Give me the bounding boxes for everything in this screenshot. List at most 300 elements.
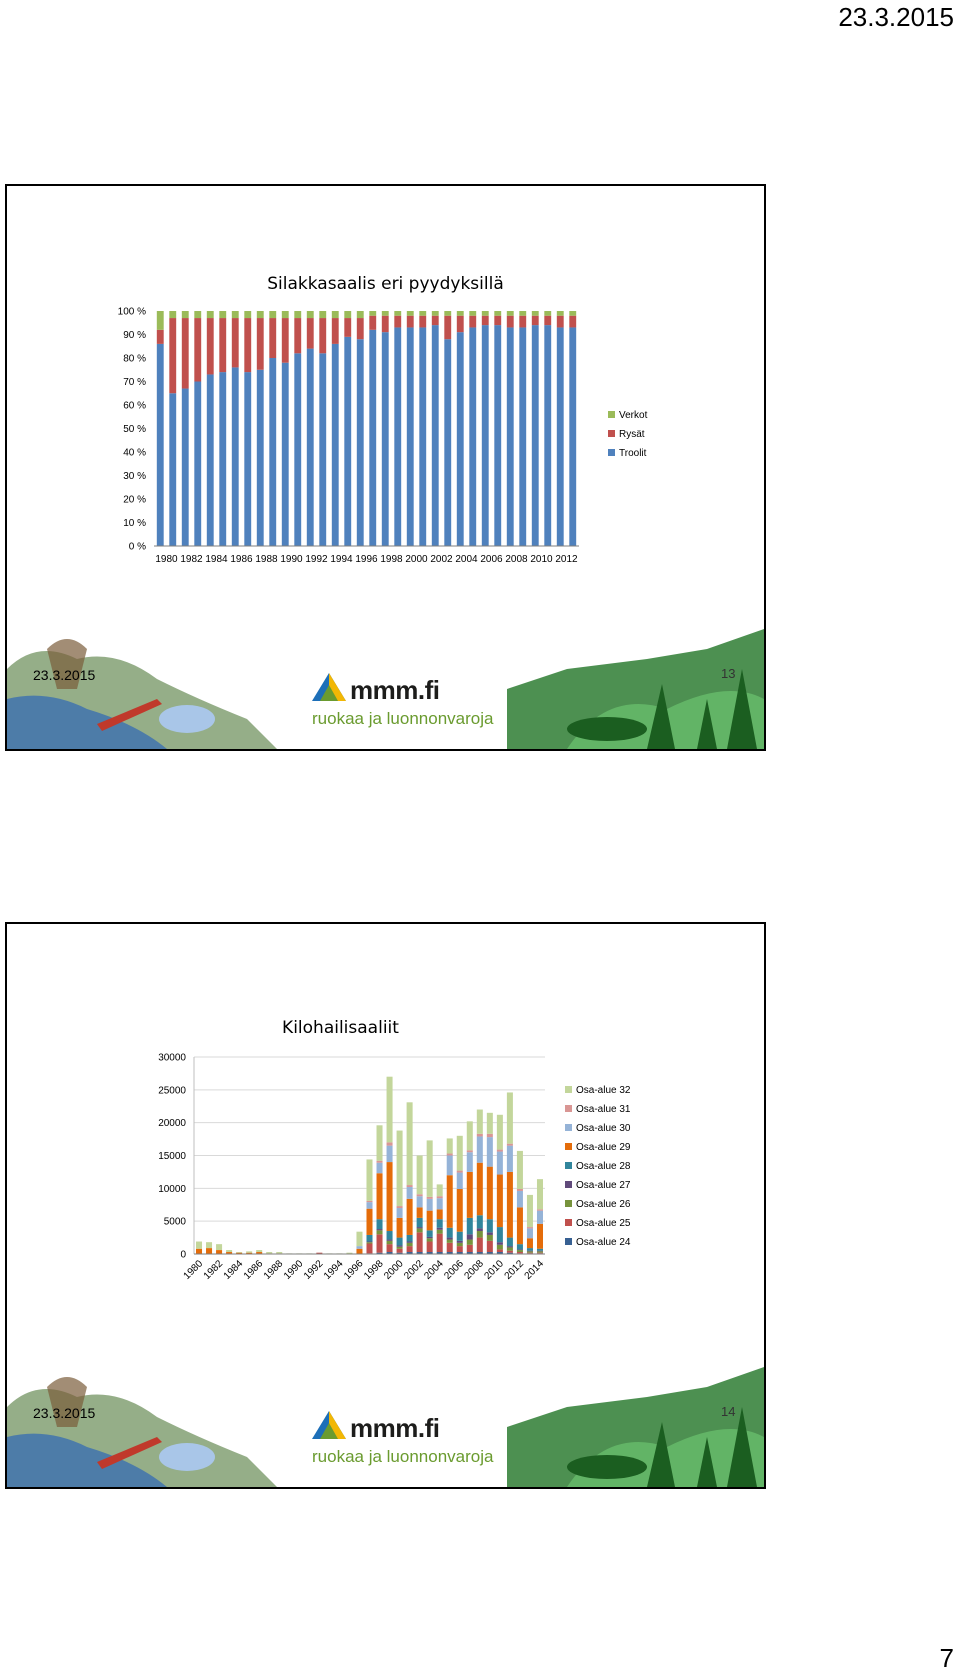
legend-swatch	[608, 430, 615, 437]
bar-segment	[557, 311, 564, 316]
footer-date: 23.3.2015	[33, 1405, 96, 1421]
bar-segment	[517, 1207, 523, 1244]
bar-segment	[527, 1248, 533, 1251]
bar-segment	[344, 337, 351, 546]
bar-segment	[527, 1195, 533, 1227]
bar-segment	[294, 318, 301, 353]
bar-segment	[244, 372, 251, 546]
y-tick-label: 30 %	[123, 471, 146, 482]
bar-segment	[366, 1159, 372, 1200]
page-date: 23.3.2015	[838, 2, 954, 32]
bar-segment	[527, 1251, 533, 1252]
bar-segment	[407, 1185, 413, 1187]
slide-footer	[7, 1367, 764, 1487]
bar-segment	[467, 1172, 473, 1218]
x-tick-label: 1982	[180, 554, 203, 565]
bar-segment	[469, 327, 476, 546]
bar-segment	[382, 332, 389, 546]
y-tick-label: 25000	[158, 1085, 186, 1097]
bar-segment	[527, 1228, 533, 1238]
bar-segment	[294, 353, 301, 546]
bar-segment	[517, 1250, 523, 1252]
x-tick-label: 1986	[241, 1258, 266, 1282]
bar-segment	[487, 1137, 493, 1167]
bar-segment	[477, 1136, 483, 1162]
bar-segment	[394, 316, 401, 328]
bar-segment	[477, 1228, 483, 1231]
bar-segment	[417, 1207, 423, 1218]
bar-segment	[387, 1244, 393, 1252]
bar-segment	[194, 311, 201, 318]
bar-segment	[444, 311, 451, 316]
x-tick-label: 2000	[382, 1258, 406, 1282]
bar-segment	[517, 1191, 523, 1207]
bar-segment	[487, 1241, 493, 1252]
bar-segment	[377, 1125, 383, 1160]
bar-segment	[497, 1150, 503, 1152]
legend-swatch	[565, 1105, 572, 1112]
bar-segment	[457, 1136, 463, 1171]
bar-segment	[377, 1161, 383, 1163]
x-tick-label: 2002	[430, 554, 453, 565]
bar-segment	[369, 311, 376, 316]
x-tick-label: 2006	[480, 554, 503, 565]
x-tick-label: 1998	[362, 1258, 386, 1282]
bar-segment	[307, 311, 314, 318]
bar-segment	[157, 311, 164, 330]
bar-segment	[397, 1208, 403, 1218]
bar-segment	[427, 1237, 433, 1238]
y-tick-label: 20 %	[123, 494, 146, 506]
bar-segment	[366, 1201, 372, 1202]
logo-triangle-icon	[312, 673, 346, 701]
bar-segment	[216, 1250, 222, 1254]
bar-segment	[307, 318, 314, 349]
bar-segment	[169, 311, 176, 318]
bar-segment	[457, 311, 464, 316]
y-tick-label: 10000	[158, 1183, 186, 1195]
bar-segment	[457, 1189, 463, 1232]
bar-segment	[527, 1227, 533, 1228]
bar-segment	[457, 1232, 463, 1241]
bar-segment	[437, 1184, 443, 1196]
legend-label: Osa-alue 30	[576, 1123, 631, 1134]
bar-segment	[216, 1244, 222, 1250]
mmm-logo	[312, 1407, 494, 1477]
bar-segment	[257, 318, 264, 370]
x-tick-label: 1994	[330, 554, 353, 565]
bar-segment	[517, 1249, 523, 1250]
bar-segment	[169, 318, 176, 393]
bar-segment	[157, 330, 164, 344]
slide-number: 14	[721, 1404, 736, 1419]
bar-segment	[377, 1234, 383, 1252]
x-tick-label: 1992	[301, 1258, 326, 1282]
mmm-logo	[312, 669, 494, 739]
bar-segment	[407, 316, 414, 328]
bar-segment	[447, 1175, 453, 1228]
bar-segment	[206, 1242, 212, 1248]
bar-segment	[557, 327, 564, 546]
bar-segment	[387, 1142, 393, 1145]
x-tick-label: 2002	[402, 1258, 426, 1282]
x-tick-label: 1984	[221, 1258, 246, 1282]
bar-segment	[397, 1238, 403, 1246]
bar-segment	[432, 316, 439, 325]
bar-segment	[537, 1249, 543, 1251]
bar-segment	[194, 318, 201, 381]
bar-segment	[487, 1167, 493, 1220]
y-tick-label: 30000	[158, 1052, 186, 1064]
bar-segment	[394, 311, 401, 316]
bar-segment	[332, 344, 339, 546]
bar-segment	[537, 1224, 543, 1249]
bar-segment	[507, 1144, 513, 1146]
bar-segment	[407, 1246, 413, 1252]
bar-segment	[377, 1230, 383, 1234]
bar-segment	[487, 1219, 493, 1232]
bar-segment	[527, 1253, 533, 1254]
bar-segment	[332, 311, 339, 318]
bar-segment	[494, 311, 501, 316]
bar-segment	[417, 1228, 423, 1232]
bar-segment	[157, 344, 164, 546]
bar-segment	[494, 316, 501, 325]
bar-segment	[382, 316, 389, 332]
bar-segment	[507, 311, 514, 316]
bar-segment	[507, 1172, 513, 1238]
bar-segment	[356, 1246, 362, 1249]
bar-segment	[497, 1245, 503, 1250]
bar-segment	[419, 311, 426, 316]
slide-number: 13	[721, 666, 736, 681]
bar-segment	[447, 1154, 453, 1156]
bar-segment	[257, 370, 264, 546]
bar-segment	[467, 1234, 473, 1239]
bar-segment	[397, 1218, 403, 1238]
bar-segment	[397, 1245, 403, 1246]
y-tick-label: 20000	[158, 1118, 186, 1130]
bar-segment	[437, 1198, 443, 1209]
bar-segment	[467, 1150, 473, 1152]
bar-segment	[427, 1199, 433, 1211]
bar-segment	[469, 311, 476, 316]
bar-segment	[457, 1171, 463, 1173]
bar-segment	[537, 1209, 543, 1210]
x-tick-label: 1996	[342, 1258, 366, 1282]
bar-segment	[207, 318, 214, 374]
bar-segment	[487, 1113, 493, 1134]
legend-swatch	[565, 1219, 572, 1226]
bar-segment	[482, 311, 489, 316]
bar-segment	[537, 1253, 543, 1254]
bar-segment	[447, 1228, 453, 1238]
x-tick-label: 1994	[322, 1258, 346, 1282]
bar-segment	[182, 311, 189, 318]
y-tick-label: 10 %	[123, 518, 146, 529]
bar-segment	[532, 325, 539, 546]
bar-segment	[294, 311, 301, 318]
bar-segment	[307, 349, 314, 546]
x-tick-label: 2012	[502, 1258, 527, 1282]
legend-label: Rysät	[619, 429, 645, 440]
x-tick-label: 1982	[201, 1258, 226, 1282]
y-tick-label: 50 %	[123, 424, 146, 435]
bar-segment	[377, 1173, 383, 1219]
bar-segment	[319, 311, 326, 318]
bar-segment	[207, 311, 214, 318]
bar-segment	[517, 1252, 523, 1253]
bar-segment	[497, 1242, 503, 1245]
bar-segment	[366, 1202, 372, 1209]
bar-segment	[497, 1249, 503, 1252]
x-tick-label: 2008	[505, 554, 528, 565]
bar-segment	[366, 1243, 372, 1253]
bar-segment	[467, 1121, 473, 1150]
x-tick-label: 1984	[205, 554, 228, 565]
x-tick-label: 2010	[482, 1258, 506, 1282]
x-tick-label: 1998	[380, 554, 403, 565]
bar-segment	[417, 1227, 423, 1228]
bar-segment	[207, 374, 214, 546]
bar-segment	[444, 316, 451, 340]
x-tick-label: 1992	[305, 554, 328, 565]
legend-swatch	[608, 411, 615, 418]
bar-segment	[427, 1197, 433, 1199]
bar-segment	[417, 1196, 423, 1207]
bar-segment	[569, 311, 576, 316]
bar-segment	[407, 1235, 413, 1242]
bar-segment	[276, 1252, 282, 1253]
bar-segment	[282, 311, 289, 318]
bar-segment	[369, 316, 376, 330]
bar-segment	[519, 311, 526, 316]
x-tick-label: 2000	[405, 554, 428, 565]
legend-label: Osa-alue 28	[576, 1161, 631, 1172]
bar-segment	[427, 1140, 433, 1196]
bar-segment	[266, 1252, 272, 1253]
bar-segment	[427, 1242, 433, 1253]
chart-title: Silakkasaalis eri pyydyksillä	[267, 274, 504, 294]
y-tick-label: 0	[180, 1249, 186, 1261]
bar-segment	[507, 327, 514, 546]
bar-segment	[366, 1242, 372, 1243]
bar-segment	[487, 1232, 493, 1235]
chart-kilohailisaaliit	[7, 924, 764, 1344]
bar-segment	[469, 316, 476, 328]
bar-segment	[482, 325, 489, 546]
legend-swatch	[565, 1181, 572, 1188]
bar-segment	[447, 1240, 453, 1243]
bar-segment	[467, 1245, 473, 1252]
legend-label: Osa-alue 24	[576, 1237, 631, 1248]
chart-title: Kilohailisaaliit	[282, 1018, 399, 1038]
logo-tagline: ruokaa ja luonnonvaroja	[312, 709, 494, 728]
x-tick-label: 2012	[555, 554, 578, 565]
bar-segment	[477, 1134, 483, 1137]
bar-segment	[356, 1249, 362, 1254]
slide-silakkasaalis	[5, 184, 766, 751]
bar-segment	[507, 1092, 513, 1143]
bar-segment	[497, 1115, 503, 1150]
chart-silakkasaalis	[7, 186, 764, 626]
bar-segment	[206, 1248, 212, 1254]
bar-segment	[407, 1199, 413, 1235]
bar-segment	[537, 1179, 543, 1209]
bar-segment	[394, 327, 401, 546]
bar-segment	[194, 382, 201, 547]
bar-segment	[244, 311, 251, 318]
bar-segment	[507, 1247, 513, 1250]
bar-segment	[517, 1244, 523, 1249]
bar-segment	[377, 1219, 383, 1229]
bar-segment	[219, 318, 226, 372]
bar-segment	[537, 1251, 543, 1252]
bar-segment	[236, 1252, 242, 1253]
x-tick-label: 1988	[255, 554, 278, 565]
slide-footer	[7, 629, 764, 749]
x-tick-label: 1990	[281, 1258, 306, 1282]
bar-segment	[487, 1235, 493, 1241]
x-tick-label: 2010	[530, 554, 553, 565]
bar-segment	[256, 1250, 262, 1252]
bar-segment	[397, 1247, 403, 1249]
legend-swatch	[608, 449, 615, 456]
bar-segment	[407, 311, 414, 316]
x-tick-label: 2004	[422, 1258, 446, 1282]
bar-segment	[507, 1146, 513, 1172]
x-tick-label: 2014	[522, 1258, 547, 1282]
x-tick-label: 1986	[230, 554, 253, 565]
legend-swatch	[565, 1143, 572, 1150]
x-tick-label: 2006	[442, 1258, 466, 1282]
bar-segment	[397, 1206, 403, 1208]
bar-segment	[407, 1102, 413, 1185]
bar-segment	[444, 339, 451, 546]
y-tick-label: 80 %	[123, 353, 146, 365]
legend-label: Troolit	[619, 448, 647, 459]
bar-segment	[477, 1163, 483, 1216]
bar-segment	[457, 1173, 463, 1189]
bar-segment	[397, 1131, 403, 1207]
bar-segment	[457, 1243, 463, 1246]
bar-segment	[427, 1238, 433, 1241]
x-tick-label: 1988	[261, 1258, 286, 1282]
bar-segment	[417, 1218, 423, 1227]
page-number: 7	[939, 1643, 954, 1673]
bar-segment	[169, 393, 176, 546]
bar-segment	[387, 1231, 393, 1240]
bar-segment	[532, 316, 539, 325]
logo-triangle-icon	[312, 1411, 346, 1439]
bar-segment	[527, 1238, 533, 1248]
bar-segment	[477, 1215, 483, 1228]
bar-segment	[447, 1156, 453, 1176]
x-tick-label: 1996	[355, 554, 378, 565]
legend-label: Verkot	[619, 410, 648, 421]
legend-swatch	[565, 1162, 572, 1169]
bar-segment	[282, 363, 289, 546]
bar-segment	[427, 1230, 433, 1237]
legend-swatch	[565, 1124, 572, 1131]
y-tick-label: 40 %	[123, 447, 146, 459]
bar-segment	[467, 1240, 473, 1245]
bar-segment	[246, 1251, 252, 1252]
bar-segment	[269, 311, 276, 318]
bar-segment	[232, 318, 239, 367]
bar-segment	[517, 1151, 523, 1189]
bar-segment	[507, 1238, 513, 1247]
bar-segment	[447, 1243, 453, 1252]
footer-date: 23.3.2015	[33, 667, 96, 683]
y-tick-label: 60 %	[123, 400, 146, 412]
bar-segment	[537, 1211, 543, 1224]
bar-segment	[447, 1138, 453, 1153]
bar-segment	[437, 1234, 443, 1252]
logo-text: mmm.fi	[350, 675, 440, 705]
bar-segment	[196, 1242, 202, 1249]
bar-segment	[432, 325, 439, 546]
bar-segment	[357, 318, 364, 339]
bar-segment	[319, 318, 326, 353]
bar-segment	[557, 316, 564, 328]
legend-label: Osa-alue 31	[576, 1104, 631, 1115]
bar-segment	[487, 1134, 493, 1137]
bar-segment	[382, 311, 389, 316]
bar-segment	[437, 1209, 443, 1219]
bar-segment	[407, 1187, 413, 1199]
x-tick-label: 1980	[155, 554, 178, 565]
bar-segment	[269, 318, 276, 358]
y-tick-label: 70 %	[123, 377, 146, 388]
x-tick-label: 2008	[462, 1258, 486, 1282]
bar-segment	[457, 316, 464, 332]
bar-segment	[507, 1251, 513, 1253]
bar-segment	[519, 327, 526, 546]
bar-segment	[569, 316, 576, 328]
bar-segment	[497, 1227, 503, 1242]
bar-segment	[357, 339, 364, 546]
bar-segment	[356, 1232, 362, 1246]
bar-segment	[377, 1163, 383, 1174]
bar-segment	[427, 1211, 433, 1231]
bar-segment	[244, 318, 251, 372]
x-tick-label: 2004	[455, 554, 478, 565]
bar-segment	[537, 1251, 543, 1252]
bar-segment	[519, 316, 526, 328]
legend-label: Osa-alue 25	[576, 1218, 631, 1229]
bar-segment	[417, 1232, 423, 1252]
bar-segment	[477, 1110, 483, 1134]
bar-segment	[219, 311, 226, 318]
bar-segment	[387, 1240, 393, 1241]
legend-swatch	[565, 1200, 572, 1207]
bar-segment	[407, 1242, 413, 1243]
bar-segment	[494, 325, 501, 546]
bar-segment	[419, 327, 426, 546]
bar-segment	[344, 311, 351, 318]
bar-segment	[397, 1249, 403, 1253]
bar-segment	[226, 1250, 232, 1252]
bar-segment	[366, 1242, 372, 1243]
bar-segment	[357, 311, 364, 318]
bar-segment	[407, 1243, 413, 1246]
bar-segment	[344, 318, 351, 337]
slide-kilohailisaaliit	[5, 922, 766, 1489]
bar-segment	[232, 367, 239, 546]
bar-segment	[437, 1196, 443, 1198]
bar-segment	[257, 311, 264, 318]
